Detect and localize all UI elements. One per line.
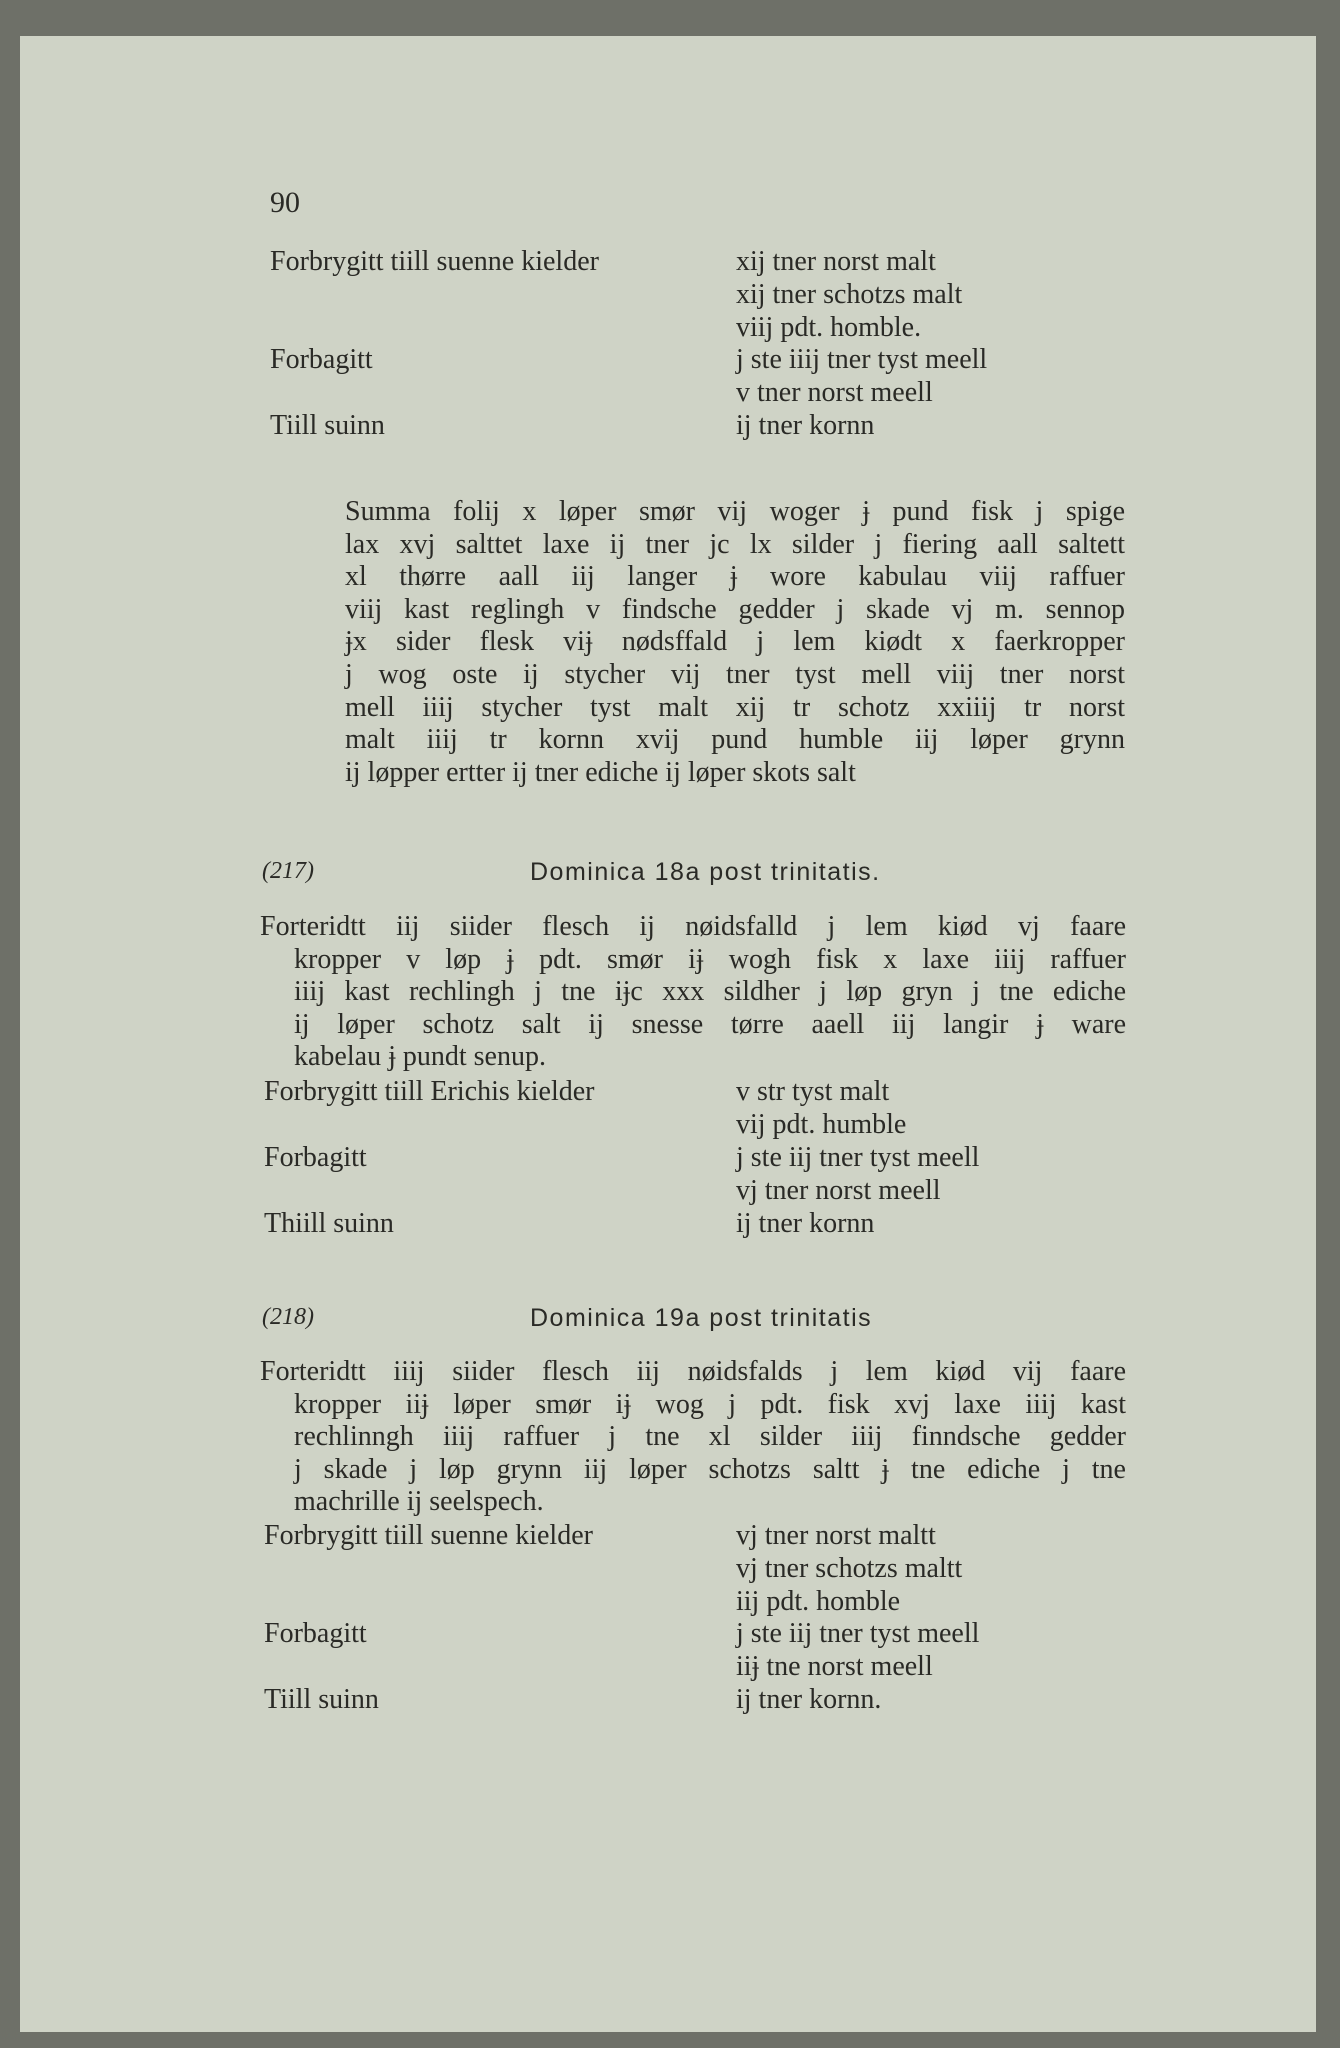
ledger-value: iij pdt. homble (736, 1586, 901, 1617)
paragraph-line: iiij kast rechlingh j tne iɉc xxx sildher j løp gryn j tne ediche (294, 976, 1126, 1008)
ledger-value: xij tner schotzs malt (736, 279, 963, 310)
section-paragraph (260, 911, 1126, 1074)
ledger-value: viij pdt. homble. (736, 312, 922, 343)
ledger-label: Thiill suinn (264, 1208, 394, 1239)
summa-line: ɉx sider flesk viɉ nødsffald j lem kiødt x faerkropper (345, 626, 1125, 658)
ledger-label: Tiill suinn (270, 410, 385, 441)
summa-paragraph (345, 496, 1125, 789)
paragraph-line: kropper iiɉ løper smør iɉ wog j pdt. fisk xvj laxe iiij kast (294, 1388, 1126, 1420)
ledger-label: Forbagitt (270, 344, 373, 375)
ledger-value: ij tner kornn. (736, 1684, 882, 1715)
summa-line: Summa folij x løper smør vij woger ɉ pund fisk j spige (345, 496, 1125, 527)
ledger-value: j ste iij tner tyst meell (736, 1618, 980, 1649)
paragraph-line: kabelau ɉ pundt senup. (294, 1041, 546, 1073)
paragraph-line: Forteridtt iij siider flesch ij nøidsfalld j lem kiød vj faare (260, 911, 1126, 942)
section-heading: Dominica 18a post trinitatis. (530, 858, 881, 886)
ledger-value: v tner norst meell (736, 377, 933, 408)
summa-line: viij kast reglingh v findsche gedder j skade vj m. sennop (345, 593, 1125, 625)
paragraph-line: j skade j løp grynn iij løper schotzs saltt ɉ tne ediche j tne (294, 1453, 1126, 1485)
section-paragraph (260, 1356, 1126, 1519)
summa-line: lax xvj salttet laxe ij tner jc lx silder j fiering aall saltett (345, 528, 1125, 560)
summa-line: malt iiij tr kornn xvij pund humble iij løper grynn (345, 724, 1125, 756)
ledger-value: vj tner norst meell (736, 1175, 941, 1206)
summa-line: ij løpper ertter ij tner ediche ij løper skots salt (345, 756, 856, 788)
entry-number: (217) (262, 858, 314, 884)
paragraph-line: kropper v løp ɉ pdt. smør iɉ wogh fisk x laxe iiij raffuer (294, 943, 1126, 975)
paragraph-line: rechlinngh iiij raffuer j tne xl silder iiij finndsche gedder (294, 1421, 1126, 1453)
summa-line: j wog oste ij stycher vij tner tyst mell viij tner norst (345, 658, 1125, 690)
ledger-value: j ste iij tner tyst meell (736, 1142, 980, 1173)
ledger-label: Forbagitt (264, 1618, 367, 1649)
paragraph-line: Forteridtt iiij siider flesch iij nøidsfalds j lem kiød vij faare (260, 1356, 1126, 1387)
ledger-value: xij tner norst malt (736, 246, 936, 277)
ledger-value: j ste iiij tner tyst meell (736, 344, 988, 375)
ledger-label: Forbrygitt tiill suenne kielder (264, 1520, 593, 1551)
ledger-value: vj tner schotzs maltt (736, 1553, 963, 1584)
ledger-value: v str tyst malt (736, 1076, 890, 1107)
entry-number: (218) (262, 1304, 314, 1330)
summa-line: mell iiij stycher tyst malt xij tr schotz xxiiij tr norst (345, 691, 1125, 723)
ledger-label: Forbagitt (264, 1142, 367, 1173)
ledger-label: Tiill suinn (264, 1684, 379, 1715)
ledger-value: vj tner norst maltt (736, 1520, 936, 1551)
ledger-value: ij tner kornn (736, 410, 875, 441)
document-page (20, 36, 1316, 2032)
ledger-value: iiɉ tne norst meell (736, 1651, 933, 1682)
summa-line: xl thørre aall iij langer ɉ wore kabulau viij raffuer (345, 561, 1125, 593)
ledger-label: Forbrygitt tiill suenne kielder (270, 246, 599, 277)
paragraph-line: machrille ij seelspech. (294, 1486, 544, 1518)
section-heading: Dominica 19a post trinitatis (530, 1304, 873, 1332)
page-number: 90 (270, 186, 300, 219)
ledger-label: Forbrygitt tiill Erichis kielder (264, 1076, 595, 1107)
ledger-value: vij pdt. humble (736, 1109, 907, 1140)
paragraph-line: ij løper schotz salt ij snesse tørre aaell iij langir ɉ ware (294, 1008, 1126, 1040)
ledger-value: ij tner kornn (736, 1208, 875, 1239)
